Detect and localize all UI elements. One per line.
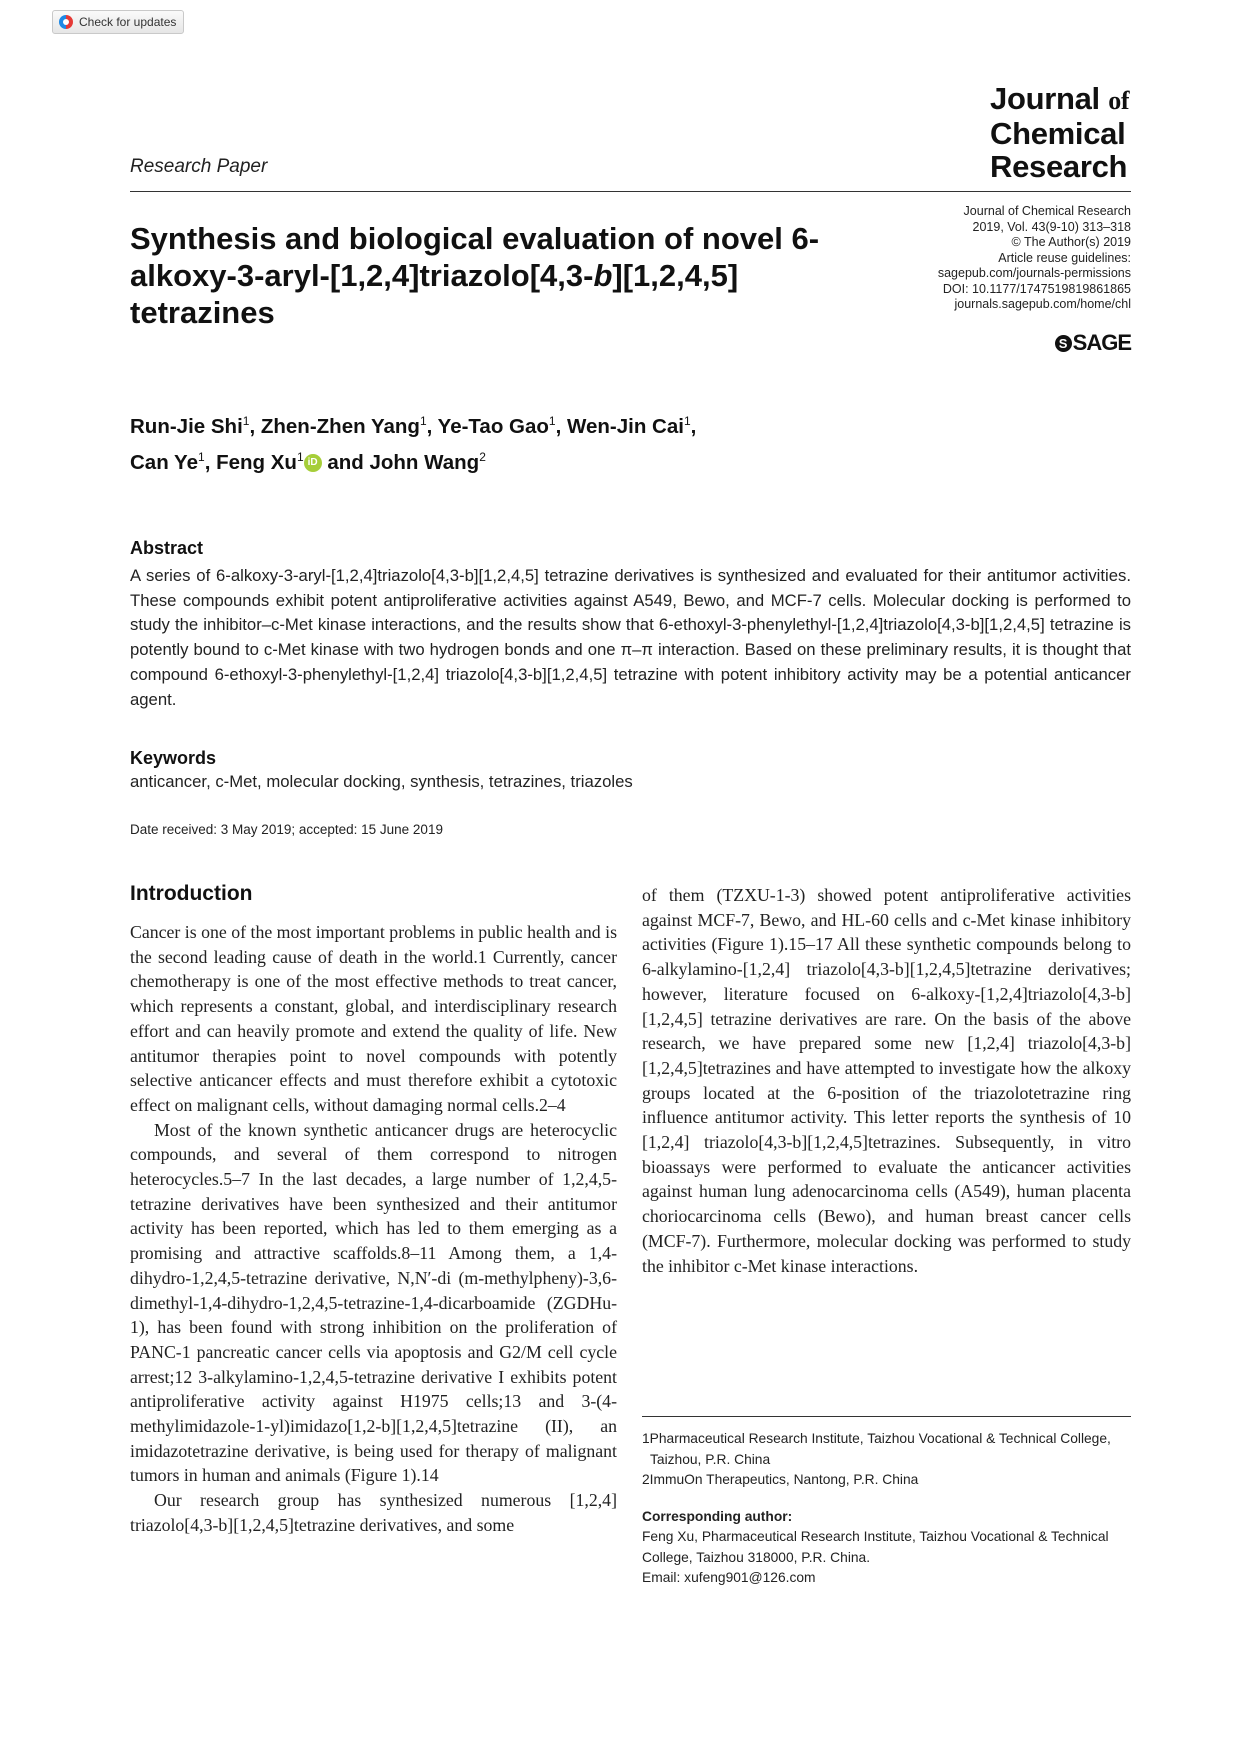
article-type: Research Paper bbox=[130, 156, 268, 177]
author-name: Zhen-Zhen Yang bbox=[260, 414, 420, 438]
author-separator: , bbox=[426, 414, 438, 438]
crossmark-icon bbox=[59, 15, 73, 29]
body-column-right bbox=[642, 883, 1131, 1278]
title-part3: ][1,2,4,5] tetrazines bbox=[130, 258, 739, 330]
pubinfo-doi-link[interactable]: DOI: 10.1177/1747519819861865 bbox=[942, 281, 1131, 296]
author-separator: , bbox=[249, 414, 261, 438]
author-name: Feng Xu bbox=[216, 450, 297, 474]
sage-s-icon: S bbox=[1055, 335, 1072, 352]
footnote-divider bbox=[642, 1416, 1131, 1417]
pubinfo-reuse: Article reuse guidelines: bbox=[998, 250, 1131, 265]
publication-info bbox=[880, 204, 1131, 313]
publisher-logo bbox=[1040, 330, 1131, 356]
paragraph: Cancer is one of the most important problems in public health and is the second leading cause of death in the world.1 Currently, cancer chemotherapy is one of the most effective methods to treat cancer, which represents a constant, global, and interdisciplinary research effort and can heavily promote and extend the quality of life. New antitumor therapies point to novel compounds with potently selective anticancer effects and must therefore exhibit a cytotoxic effect on malignant cells, without damaging normal cells.2–4 bbox=[130, 922, 617, 1115]
title-part2: b bbox=[593, 258, 613, 293]
introduction-heading: Introduction bbox=[130, 882, 253, 905]
author-separator: , bbox=[555, 414, 568, 438]
journal-logo-line1: Journal bbox=[990, 81, 1100, 116]
author-name: Can Ye bbox=[130, 450, 198, 474]
journal-logo-line3: Research bbox=[990, 149, 1128, 184]
author-name: Wen-Jin Cai bbox=[567, 414, 684, 438]
abstract-heading: Abstract bbox=[130, 538, 204, 558]
affiliation: 2ImmuOn Therapeutics, Nantong, P.R. China bbox=[642, 1472, 919, 1487]
header-divider bbox=[130, 191, 1131, 192]
author-affiliation: 1 bbox=[548, 414, 556, 428]
paragraph: Our research group has synthesized numerous [1,2,4] triazolo[4,3-b][1,2,4,5]tetrazine derivatives, and some bbox=[130, 1490, 617, 1535]
author-affiliation: 1 bbox=[296, 449, 304, 464]
footnotes bbox=[642, 1429, 1131, 1589]
paragraph: of them (TZXU-1-3) showed potent antiproliferative activities against MCF-7, Bewo, and HL-60 cells and c-Met kinase inhibitory activities (Figure 1).15–17 All these synthetic compounds belong to 6-alkylamino-[1,2,4] triazolo[4,3-b][1,2,4,5]tetrazine derivatives; however, literature focused on 6-alkoxy-[1,2,4]triazolo[4,3-b] [1,2,4,5] tetrazine derivatives are rare. On the basis of the above research, we have prepared some new [1,2,4] triazolo[4,3-b][1,2,4,5]tetrazines and have attempted to investigate how the alkoxy groups located at the 6-position of the triazolotetrazine ring influence antitumor activity. This letter reports the synthesis of 10 [1,2,4] triazolo[4,3-b][1,2,4,5]tetrazines. Subsequently, in vitro bioassays were performed to evaluate the anticancer activities against human lung adenocarcinoma cells (A549), human placenta choriocarcinoma cells (Bewo), and human breast cancer cells (MCF-7). Furthermore, molecular docking was performed to study the inhibitor c-Met kinase interactions. bbox=[642, 885, 1131, 1276]
abstract-text: A series of 6-alkoxy-3-aryl-[1,2,4]triazolo[4,3-b][1,2,4,5] tetrazine derivatives is synthesized and evaluated for their antitumor activities. These compounds exhibit potent antiproliferative activities against A549, Bewo, and MCF-7 cells. Molecular docking is performed to study the inhibitor–c-Met kinase interactions, and the results show that 6-ethoxyl-3-phenylethyl-[1,2,4]triazolo[4,3-b][1,2,4,5] tetrazine is potently bound to c-Met kinase with two hydrogen bonds and one π–π interaction. Based on these preliminary results, it is thought that compound 6-ethoxyl-3-phenylethyl-[1,2,4] triazolo[4,3-b][1,2,4,5] tetrazine with potent inhibitory activity may be a potential anticancer agent. bbox=[130, 566, 1131, 709]
paragraph: Most of the known synthetic anticancer drugs are heterocyclic compounds, and several of them correspond to nitrogen heterocycles.5–7 In the last decades, a large number of 1,2,4,5-tetrazine derivatives have been synthesized and their antitumor activity has been reported, which has led to them emerging as a promising and attractive scaffolds.8–11 Among them, a 1,4-dihydro-1,2,4,5-tetrazine derivative, N,N′-di (m-methylpheny)-3,6-dimethyl-1,4-dihydro-1,2,4,5-tetrazine-1,4-dicarboamide (ZGDHu-1), has been found with strong inhibition on the proliferation of PANC-1 pancreatic cancer cells via apoptosis and G2/M cell cycle arrest;12 3-alkylamino-1,2,4,5-tetrazine derivative I exhibits potent antiproliferative activity against H1975 cells;13 and 3-(4-methylimidazole-1-yl)imidazo[1,2-b][1,2,4,5]tetrazine (II), an imidazotetrazine derivative, is being used for therapy of malignant tumors in human and animals (Figure 1).14 bbox=[130, 1119, 617, 1486]
corresponding-author-address: Feng Xu, Pharmaceutical Research Institute, Taizhou Vocational & Technical College, Taizhou 318000, P.R. China. bbox=[642, 1529, 1109, 1565]
journal-logo bbox=[990, 82, 1140, 183]
author-affiliation: 1 bbox=[242, 414, 250, 428]
pubinfo-permissions-link[interactable]: sagepub.com/journals-permissions bbox=[937, 266, 1131, 280]
pubinfo-copyright: © The Author(s) 2019 bbox=[1011, 235, 1131, 249]
body-column-left bbox=[130, 920, 617, 1538]
author-affiliation: 2 bbox=[479, 449, 486, 464]
check-for-updates-button[interactable] bbox=[52, 10, 184, 34]
author-separator: , bbox=[204, 450, 217, 474]
author-affiliation: 1 bbox=[198, 449, 205, 464]
author-name: Run-Jie Shi bbox=[130, 414, 243, 438]
orcid-icon[interactable]: iD bbox=[304, 454, 322, 472]
publisher-name: SAGE bbox=[1072, 330, 1131, 355]
article-title bbox=[130, 220, 850, 331]
author-affiliation: 1 bbox=[683, 414, 691, 428]
author-affiliation: 1 bbox=[419, 414, 427, 428]
keywords-text: anticancer, c-Met, molecular docking, synthesis, tetrazines, triazoles bbox=[130, 772, 633, 791]
author-name: Ye-Tao Gao bbox=[437, 414, 549, 438]
date-received: Date received: 3 May 2019; accepted: 15 June 2019 bbox=[130, 822, 443, 837]
affiliation: 1Pharmaceutical Research Institute, Taizhou Vocational & Technical College, Taizhou, P.R. China bbox=[642, 1431, 1111, 1467]
corresponding-author-email[interactable]: Email: xufeng901@126.com bbox=[642, 1570, 816, 1585]
corresponding-author-heading: Corresponding author: bbox=[642, 1508, 793, 1524]
keywords-heading: Keywords bbox=[130, 748, 217, 768]
author-separator: , bbox=[690, 414, 697, 438]
author-list bbox=[130, 406, 890, 478]
journal-logo-of: of bbox=[1108, 86, 1130, 115]
pubinfo-volume: 2019, Vol. 43(9-10) 313–318 bbox=[972, 219, 1131, 234]
check-for-updates-label: Check for updates bbox=[79, 15, 177, 29]
pubinfo-journal: Journal of Chemical Research bbox=[963, 204, 1131, 218]
title-part1: Synthesis and biological evaluation of novel 6-alkoxy-3-aryl-[1,2,4]triazolo[4,3- bbox=[130, 221, 820, 293]
pubinfo-journal-link[interactable]: journals.sagepub.com/home/chl bbox=[954, 297, 1131, 311]
author-name: and John Wang bbox=[327, 450, 480, 474]
journal-logo-line2: Chemical bbox=[990, 116, 1126, 151]
